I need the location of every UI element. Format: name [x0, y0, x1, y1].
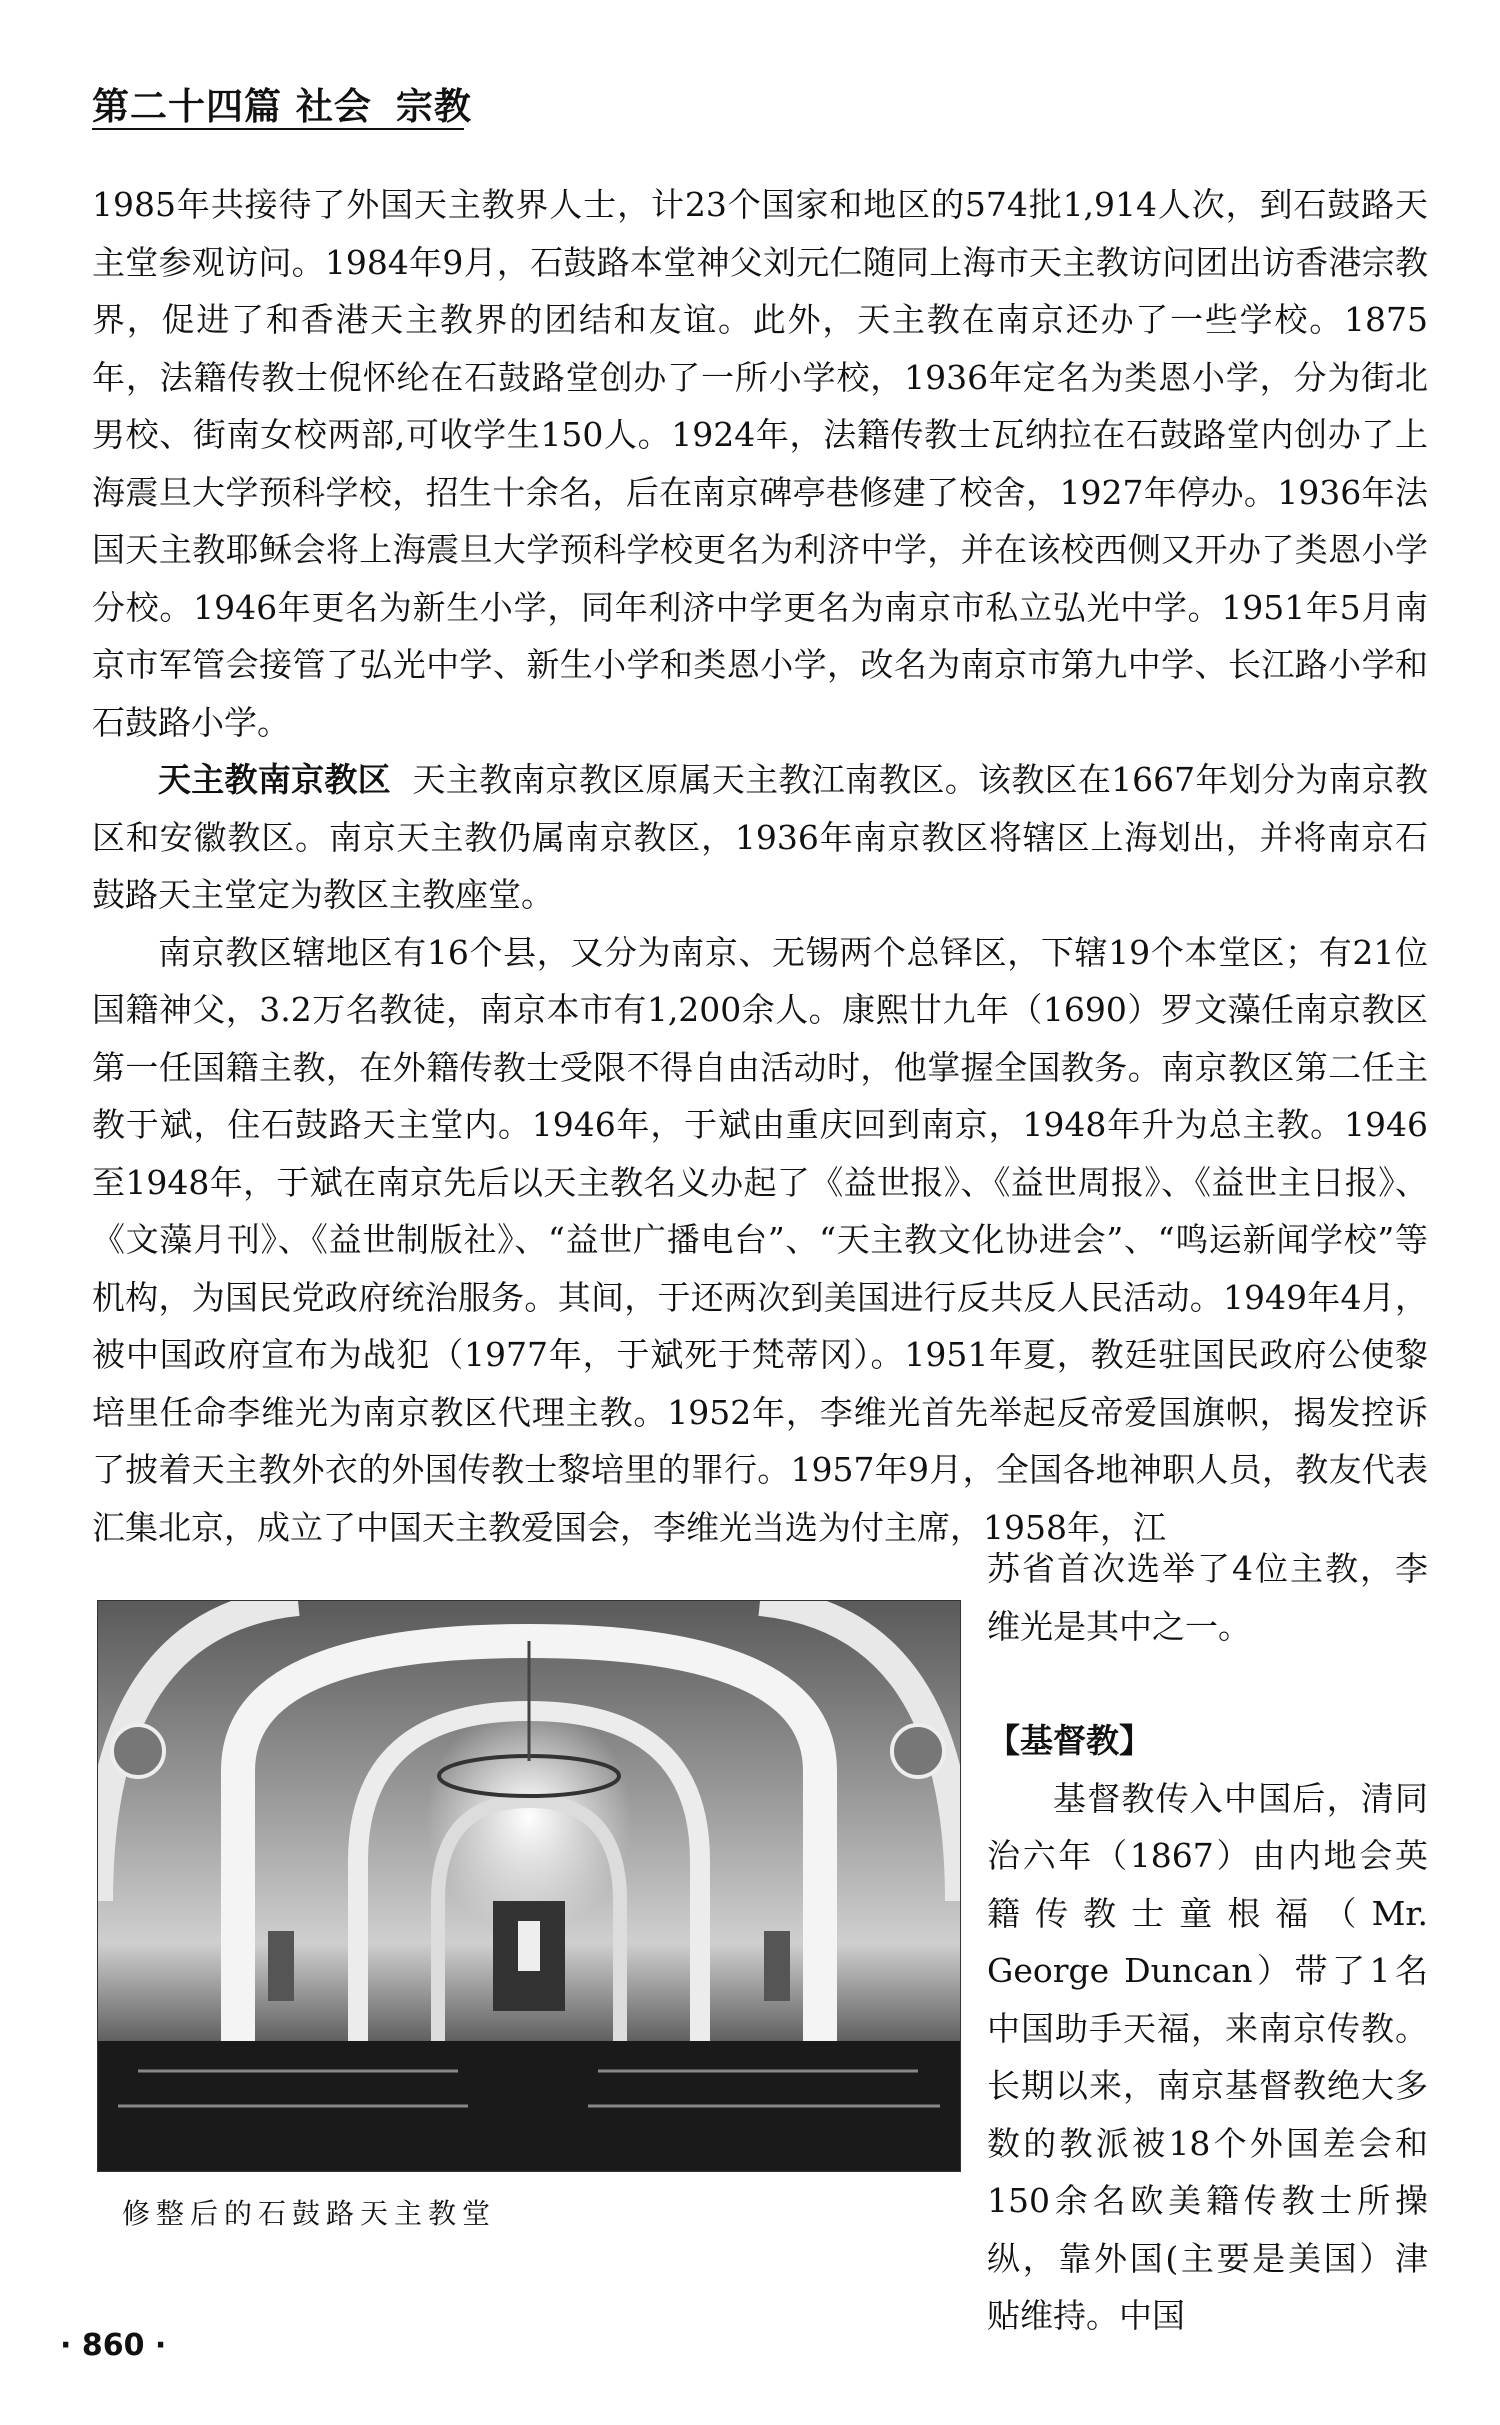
paragraph-2-text: 天主教南京教区原属天主教江南教区。该教区在1667年划分为南京教区和安徽教区。南京天主教仍属南京教区，1936年南京教区将辖区上海划出，并将南京石鼓路天主堂定为教区主教座堂。	[92, 760, 1429, 914]
photo-caption: 修整后的石鼓路天主教堂	[122, 2197, 497, 2230]
header-title-part1: 第二十四篇 社会	[92, 85, 372, 128]
page-number: · 860 ·	[60, 2328, 167, 2363]
right-column-text	[987, 1540, 1428, 2345]
section-title-christianity: 【基督教】	[987, 1721, 1152, 1760]
right-column-paragraph: 基督教传入中国后，清同治六年（1867）由内地会英籍传教士童根福（Mr. George Duncan）带了1名中国助手天福，来南京传教。长期以来，南京基督教绝大多数的教派被18个外国差会和150余名欧美籍传教士所操纵，靠外国(主要是美国）津贴维持。中国	[987, 1778, 1428, 2335]
right-column-continued: 苏省首次选举了4位主教，李维光是其中之一。	[987, 1549, 1428, 1646]
church-interior-illustration	[98, 1601, 960, 2171]
header-title-part2: 宗教	[395, 85, 472, 128]
paragraph-1: 1985年共接待了外国天主教界人士，计23个国家和地区的574批1,914人次，到石鼓路天主堂参观访问。1984年9月，石鼓路本堂神父刘元仁随同上海市天主教访问团出访香港宗教界，促进了和香港天主教界的团结和友谊。此外，天主教在南京还办了一些学校。1875年，法籍传教士倪怀纶在石鼓路堂创办了一所小学校，1936年定名为类恩小学，分为街北男校、街南女校两部,可收学生150人。1924年，法籍传教士瓦纳拉在石鼓路堂内创办了上海震旦大学预科学校，招生十余名，后在南京碑亭巷修建了校舍，1927年停办。1936年法国天主教耶稣会将上海震旦大学预科学校更名为利济中学，并在该校西侧又开办了类恩小学分校。1946年更名为新生小学，同年利济中学更名为南京市私立弘光中学。1951年5月南京市军管会接管了弘光中学、新生小学和类恩小学，改名为南京市第九中学、长江路小学和石鼓路小学。	[92, 185, 1428, 742]
paragraph-2-term: 天主教南京教区	[158, 760, 391, 799]
paragraph-2	[92, 751, 1428, 924]
church-interior-photo	[97, 1600, 961, 2172]
paragraph-3: 南京教区辖地区有16个县，又分为南京、无锡两个总铎区，下辖19个本堂区；有21位国籍神父，3.2万名教徒，南京本市有1,200余人。康熙廿九年（1690）罗文藻任南京教区第一任国籍主教，在外籍传教士受限不得自由活动时，他掌握全国教务。南京教区第二任主教于斌，住石鼓路天主堂内。1946年，于斌由重庆回到南京，1948年升为总主教。1946至1948年，于斌在南京先后以天主教名义办起了《益世报》、《益世周报》、《益世主日报》、《文藻月刊》、《益世制版社》、“益世广播电台”、“天主教文化协进会”、“鸣运新闻学校”等机构，为国民党政府统治服务。其间，于还两次到美国进行反共反人民活动。1949年4月，被中国政府宣布为战犯（1977年，于斌死于梵蒂冈）。1951年夏，教廷驻国民政府公使黎培里任命李维光为南京教区代理主教。1952年，李维光首先举起反帝爱国旗帜，揭发控诉了披着天主教外衣的外国传教士黎培里的罪行。1957年9月，全国各地神职人员，教友代表汇集北京，成立了中国天主教爱国会，李维光当选为付主席，1958年，江	[92, 932, 1428, 1547]
running-header	[92, 76, 472, 130]
main-body-text	[92, 176, 1428, 1556]
header-underline	[92, 128, 464, 130]
